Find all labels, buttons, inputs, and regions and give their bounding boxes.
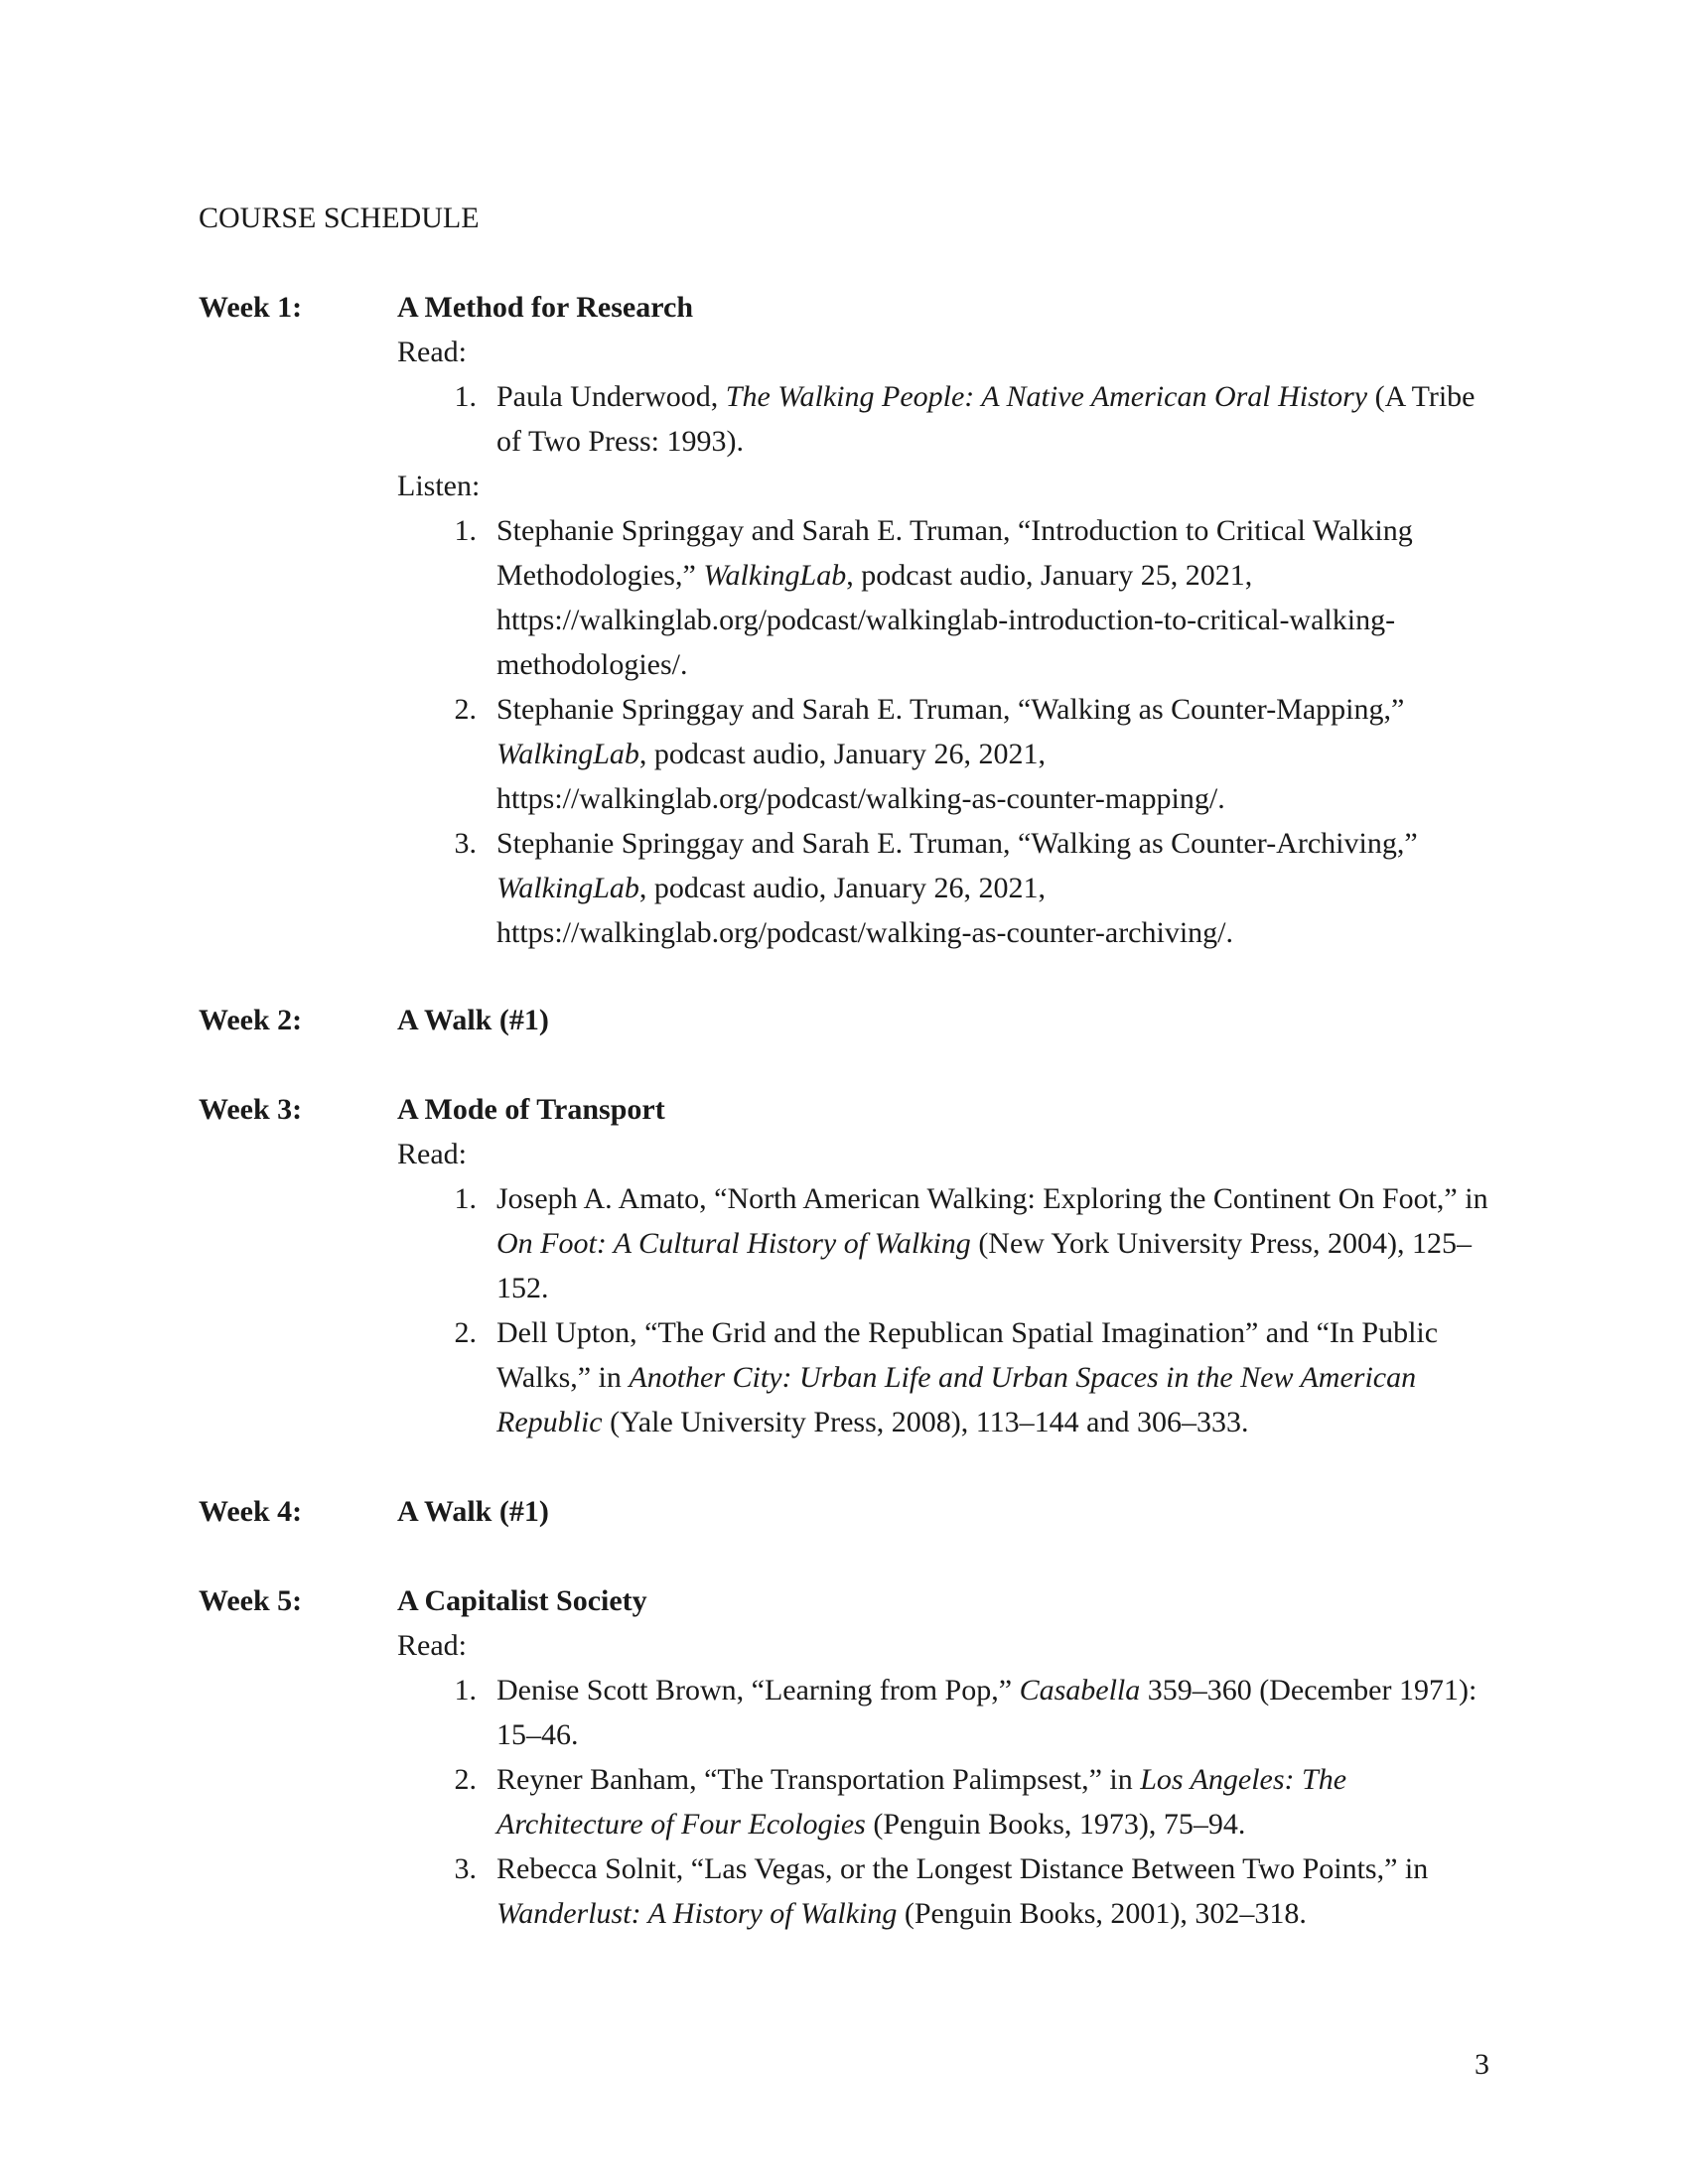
listening-item	[397, 687, 1489, 821]
reading-item	[397, 1757, 1489, 1846]
citation-title: Los Angeles: The Architecture of Four Ecologies	[496, 1763, 1347, 1841]
page-heading: COURSE SCHEDULE	[199, 202, 480, 234]
citation-text: Stephanie Springgay and Sarah E. Truman, “Walking as Counter-Mapping,”	[496, 693, 1405, 726]
item-number: 2 .	[437, 1310, 477, 1355]
week-label: Week 3:	[199, 1093, 303, 1126]
citation-text: Stephanie Springgay and Sarah E. Truman, “Walking as Counter-Archiving,”	[496, 827, 1418, 860]
citation-text: Denise Scott Brown, “Learning from Pop,”	[496, 1674, 1020, 1706]
citation-title: The Walking People: A Native American Oral History	[725, 380, 1368, 413]
week-label: Week 2:	[199, 1004, 303, 1036]
citation-text: Paula Underwood,	[496, 380, 726, 413]
reading-item	[397, 1846, 1489, 1936]
citation	[496, 821, 1489, 955]
week-topic: A Mode of Transport	[397, 1093, 665, 1126]
citation-title: WalkingLab	[496, 872, 639, 904]
citation-text: Joseph A. Amato, “North American Walking: Exploring the Continent On Foot,” in	[496, 1182, 1488, 1215]
week-topic: A Walk (#1)	[397, 1495, 549, 1528]
citation-text: (Penguin Books, 1973), 75–94.	[865, 1808, 1246, 1841]
citation	[496, 1846, 1489, 1936]
week-topic: A Method for Research	[397, 291, 694, 324]
citation-text: (Yale University Press, 2008), 113–144 and 306–333.	[602, 1406, 1249, 1438]
reading-item	[397, 374, 1489, 464]
citation	[496, 1757, 1489, 1846]
week-topic: A Capitalist Society	[397, 1584, 647, 1617]
reading-item	[397, 1668, 1489, 1757]
week-content	[397, 998, 1489, 1042]
citation-text: (New York University Press, 2004), 125–152.	[496, 1227, 1472, 1304]
week-content	[397, 1087, 1489, 1444]
section-label-read: Read:	[397, 1138, 467, 1170]
listening-item	[397, 821, 1489, 955]
citation	[496, 1310, 1489, 1444]
item-number: 3 .	[437, 1846, 477, 1891]
item-number: 1 .	[437, 1668, 477, 1712]
item-number: 1 .	[437, 374, 477, 419]
page-number: 3	[1475, 2048, 1489, 2081]
citation-text: Reyner Banham, “The Transportation Palimpsest,” in	[496, 1763, 1141, 1796]
item-number: 2 .	[437, 687, 477, 732]
citation-text: 359–360 (December 1971): 15–46.	[496, 1674, 1477, 1751]
reading-item	[397, 1176, 1489, 1310]
section-label-read: Read:	[397, 336, 467, 368]
week-content	[397, 285, 1489, 955]
item-number: 3 .	[437, 821, 477, 866]
week-label: Week 1:	[199, 291, 303, 324]
citation	[496, 687, 1489, 821]
citation-title: On Foot: A Cultural History of Walking	[496, 1227, 971, 1260]
citation-title: Casabella	[1019, 1674, 1141, 1706]
citation	[496, 374, 1489, 464]
citation-text: , podcast audio, January 26, 2021, https://walkinglab.org/podcast/walking-as-counter-mapping/.	[496, 738, 1225, 815]
section-label-read: Read:	[397, 1629, 467, 1662]
section-label-listen: Listen:	[397, 470, 481, 502]
week-topic: A Walk (#1)	[397, 1004, 549, 1036]
week-content	[397, 1578, 1489, 1936]
citation	[496, 1668, 1489, 1757]
listening-item	[397, 508, 1489, 687]
item-number: 1 .	[437, 1176, 477, 1221]
citation-text: (A Tribe of Two Press: 1993).	[496, 380, 1476, 458]
citation-text: Stephanie Springgay and Sarah E. Truman, “Introduction to Critical Walking Methodologies,”	[496, 514, 1413, 592]
citation-text: (Penguin Books, 2001), 302–318.	[897, 1897, 1307, 1930]
citation-text: , podcast audio, January 26, 2021, https://walkinglab.org/podcast/walking-as-counter-archiving/.	[496, 872, 1234, 949]
citation	[496, 508, 1489, 687]
citation-text: Dell Upton, “The Grid and the Republican Spatial Imagination” and “In Public Walks,” in	[496, 1316, 1439, 1394]
citation-text: Rebecca Solnit, “Las Vegas, or the Longest Distance Between Two Points,” in	[496, 1852, 1429, 1885]
week-content	[397, 1489, 1489, 1534]
citation-title: Another City: Urban Life and Urban Spaces in the New American Republic	[496, 1361, 1417, 1438]
reading-item	[397, 1310, 1489, 1444]
item-number: 1 .	[437, 508, 477, 553]
citation-text: , podcast audio, January 25, 2021, https://walkinglab.org/podcast/walkinglab-introduction-to-critical-walking-methodologies/.	[496, 559, 1396, 681]
week-label: Week 4:	[199, 1495, 303, 1528]
citation-title: Wanderlust: A History of Walking	[496, 1897, 898, 1930]
citation-title: WalkingLab	[496, 738, 639, 770]
item-number: 2 .	[437, 1757, 477, 1802]
citation-title: WalkingLab	[703, 559, 847, 592]
week-label: Week 5:	[199, 1584, 303, 1617]
citation	[496, 1176, 1489, 1310]
